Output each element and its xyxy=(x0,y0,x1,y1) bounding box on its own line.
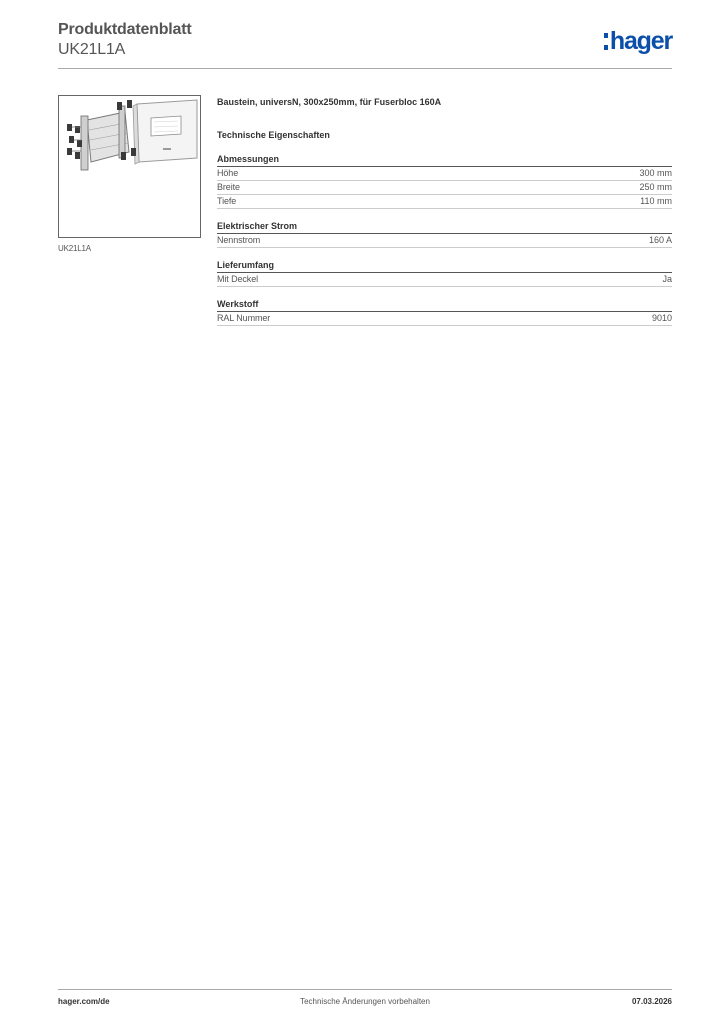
spec-label: RAL Nummer xyxy=(217,313,271,323)
section-title: Werkstoff xyxy=(217,299,672,312)
spec-value: Ja xyxy=(662,274,672,284)
footer-date: 07.03.2026 xyxy=(631,997,672,1006)
section-title: Lieferumfang xyxy=(217,260,672,273)
spec-section-dimensions xyxy=(217,154,672,209)
specification-block xyxy=(217,96,672,326)
spec-section-scope-of-delivery xyxy=(217,260,672,287)
spec-row xyxy=(217,167,672,181)
spec-row xyxy=(217,273,672,287)
spec-value: 250 mm xyxy=(639,182,672,192)
section-title: Abmessungen xyxy=(217,154,672,167)
section-title: Elektrischer Strom xyxy=(217,221,672,234)
header-divider xyxy=(58,68,672,69)
logo-text: hager xyxy=(609,27,672,55)
spec-row xyxy=(217,312,672,326)
spec-label: Tiefe xyxy=(217,196,237,206)
product-illustration xyxy=(59,96,200,237)
product-code: UK21L1A xyxy=(58,41,126,58)
spec-label: Mit Deckel xyxy=(217,274,259,284)
spec-value: 300 mm xyxy=(639,168,672,178)
cover-panel xyxy=(133,100,197,164)
spec-row xyxy=(217,181,672,195)
footer-divider xyxy=(58,989,672,990)
spec-value: 160 A xyxy=(648,235,672,245)
spec-section-electrical xyxy=(217,221,672,248)
spec-row xyxy=(217,195,672,209)
product-image xyxy=(58,95,201,238)
image-caption: UK21L1A xyxy=(58,244,91,253)
technical-properties-heading: Technische Eigenschaften xyxy=(217,130,330,140)
spec-label: Höhe xyxy=(217,168,239,178)
footer-website-link[interactable]: hager.com/de xyxy=(58,997,110,1006)
document-title: Produktdatenblatt xyxy=(58,21,192,38)
spec-row xyxy=(217,234,672,248)
spec-value: 9010 xyxy=(651,313,672,323)
page-header xyxy=(58,20,672,60)
logo-colon-mark xyxy=(604,33,608,50)
spec-label: Breite xyxy=(217,182,240,192)
footer-notice: Technische Änderungen vorbehalten xyxy=(300,997,430,1006)
mounting-plate xyxy=(81,106,129,170)
spec-value: 110 mm xyxy=(640,196,672,206)
spec-section-material xyxy=(217,299,672,326)
hager-logo xyxy=(604,28,672,54)
spec-label: Nennstrom xyxy=(217,235,261,245)
product-description: Baustein, universN, 300x250mm, für Fuserbloc 160A xyxy=(217,97,442,107)
